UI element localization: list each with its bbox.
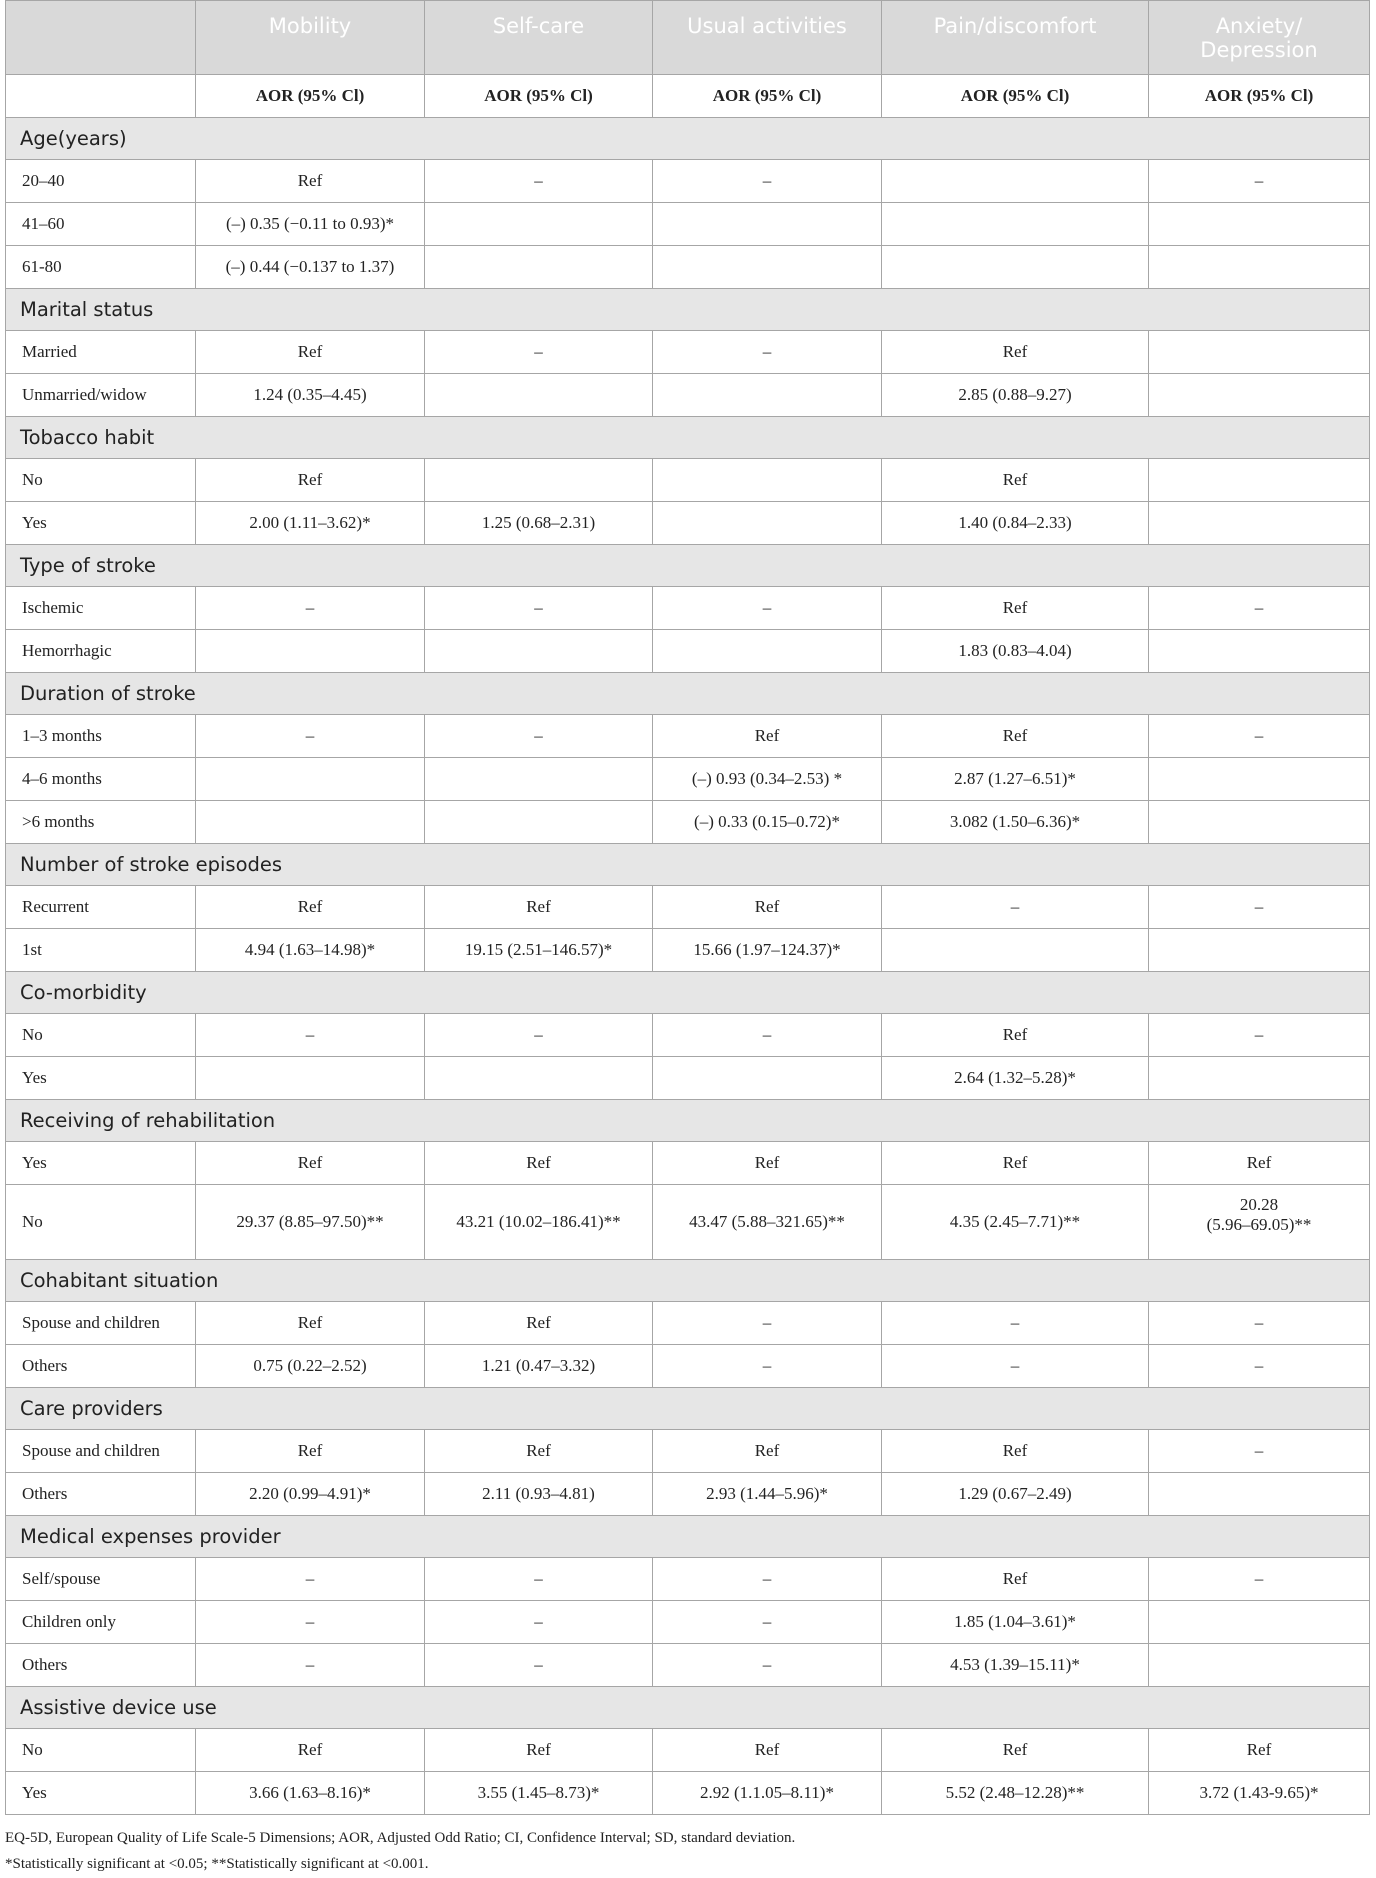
table-cell: 2.92 (1.1.05–8.11)* [653, 1772, 882, 1815]
table-cell [425, 801, 653, 844]
subheader-aor: AOR (95% Cl) [196, 75, 425, 118]
table-cell: Ref [653, 1430, 882, 1473]
footnotes [5, 1825, 1369, 1877]
table-cell: Ref [882, 587, 1149, 630]
table-cell: – [1149, 1558, 1370, 1601]
table-cell: Ref [425, 886, 653, 929]
table-row [6, 1558, 1370, 1601]
group-title: Type of stroke [6, 545, 1370, 587]
table-cell [653, 246, 882, 289]
table-row [6, 374, 1370, 417]
table-cell: Ref [196, 160, 425, 203]
header-cell-blank [6, 1, 196, 75]
table-cell: 0.75 (0.22–2.52) [196, 1345, 425, 1388]
table-cell [196, 758, 425, 801]
group-title: Care providers [6, 1388, 1370, 1430]
row-label: Others [6, 1644, 196, 1687]
table-cell: Ref [882, 1142, 1149, 1185]
table-cell: – [882, 1345, 1149, 1388]
table-cell: 1.40 (0.84–2.33) [882, 502, 1149, 545]
table-cell: Ref [196, 459, 425, 502]
table-cell: 2.64 (1.32–5.28)* [882, 1057, 1149, 1100]
table-row [6, 1142, 1370, 1185]
table-row [6, 246, 1370, 289]
group-title: Cohabitant situation [6, 1260, 1370, 1302]
row-label: Yes [6, 502, 196, 545]
table-cell [1149, 1601, 1370, 1644]
table-cell [425, 758, 653, 801]
table-cell: 1.85 (1.04–3.61)* [882, 1601, 1149, 1644]
table-cell: – [196, 1601, 425, 1644]
table-cell: Ref [882, 1014, 1149, 1057]
table-cell: 1.24 (0.35–4.45) [196, 374, 425, 417]
row-label: Self/spouse [6, 1558, 196, 1601]
group-title: Co-morbidity [6, 972, 1370, 1014]
row-label: Children only [6, 1601, 196, 1644]
table-cell: – [882, 1302, 1149, 1345]
table-row [6, 587, 1370, 630]
table-row [6, 1772, 1370, 1815]
table-cell: 19.15 (2.51–146.57)* [425, 929, 653, 972]
table-cell: Ref [882, 1729, 1149, 1772]
table-cell [653, 203, 882, 246]
table-cell: – [425, 331, 653, 374]
table-cell: Ref [196, 1302, 425, 1345]
subheader-aor: AOR (95% Cl) [882, 75, 1149, 118]
table-cell: Ref [196, 1142, 425, 1185]
table-row [6, 1644, 1370, 1687]
table-cell: – [196, 1558, 425, 1601]
table-cell: – [425, 1558, 653, 1601]
table-row [6, 1430, 1370, 1473]
table-cell [425, 246, 653, 289]
table-cell [1149, 246, 1370, 289]
table-cell: – [196, 1014, 425, 1057]
row-label: 1st [6, 929, 196, 972]
table-cell: – [196, 715, 425, 758]
table-cell: – [653, 1014, 882, 1057]
table-row [6, 1185, 1370, 1260]
group-header-row [6, 289, 1370, 331]
row-label: Yes [6, 1772, 196, 1815]
table-cell: Ref [196, 331, 425, 374]
table-cell [196, 630, 425, 673]
header-usual-activities: Usual activities [653, 1, 882, 75]
table-cell: 4.94 (1.63–14.98)* [196, 929, 425, 972]
table-cell [1149, 1644, 1370, 1687]
table-cell: 2.20 (0.99–4.91)* [196, 1473, 425, 1516]
table-cell: Ref [196, 886, 425, 929]
group-header-row [6, 1687, 1370, 1729]
group-header-row [6, 972, 1370, 1014]
table-cell: 1.25 (0.68–2.31) [425, 502, 653, 545]
group-header-row [6, 1260, 1370, 1302]
table-row [6, 1302, 1370, 1345]
table-cell [1149, 502, 1370, 545]
table-cell [1149, 374, 1370, 417]
table-cell [1149, 630, 1370, 673]
table-cell [882, 203, 1149, 246]
table-cell: – [653, 331, 882, 374]
group-header-row [6, 1516, 1370, 1558]
table-row [6, 715, 1370, 758]
table-row [6, 1729, 1370, 1772]
table-cell: – [1149, 715, 1370, 758]
table-cell [653, 374, 882, 417]
table-cell: 3.66 (1.63–8.16)* [196, 1772, 425, 1815]
row-label: Others [6, 1473, 196, 1516]
table-cell [882, 246, 1149, 289]
results-table-container [5, 0, 1369, 1815]
table-row [6, 630, 1370, 673]
row-label: No [6, 1185, 196, 1260]
table-cell: 4.35 (2.45–7.71)** [882, 1185, 1149, 1260]
table-cell [1149, 929, 1370, 972]
row-label: >6 months [6, 801, 196, 844]
group-title: Age(years) [6, 118, 1370, 160]
group-header-row [6, 673, 1370, 715]
table-cell: 5.52 (2.48–12.28)** [882, 1772, 1149, 1815]
table-cell [425, 374, 653, 417]
table-cell [1149, 1473, 1370, 1516]
table-cell: 4.53 (1.39–15.11)* [882, 1644, 1149, 1687]
table-cell [425, 203, 653, 246]
table-cell: – [653, 587, 882, 630]
row-label: No [6, 1729, 196, 1772]
footnote-abbreviations: EQ-5D, European Quality of Life Scale-5 Dimensions; AOR, Adjusted Odd Ratio; CI, Confidence Interval; SD, standard deviation. [5, 1830, 796, 1846]
header-pain-discomfort: Pain/discomfort [882, 1, 1149, 75]
subheader-aor: AOR (95% Cl) [1149, 75, 1370, 118]
row-label: Yes [6, 1142, 196, 1185]
table-cell: – [1149, 1345, 1370, 1388]
table-cell [1149, 1057, 1370, 1100]
table-cell [425, 459, 653, 502]
table-cell: – [882, 886, 1149, 929]
table-row [6, 886, 1370, 929]
table-cell: 3.72 (1.43-9.65)* [1149, 1772, 1370, 1815]
table-body [6, 118, 1370, 1815]
table-cell: Ref [196, 1729, 425, 1772]
table-cell [653, 1057, 882, 1100]
table-cell [653, 502, 882, 545]
row-label: 1–3 months [6, 715, 196, 758]
row-label: Unmarried/widow [6, 374, 196, 417]
row-label: 61-80 [6, 246, 196, 289]
row-label: Hemorrhagic [6, 630, 196, 673]
table-cell: Ref [653, 715, 882, 758]
table-cell [1149, 331, 1370, 374]
table-cell [196, 801, 425, 844]
table-cell: Ref [653, 1142, 882, 1185]
table-cell: 15.66 (1.97–124.37)* [653, 929, 882, 972]
table-row [6, 459, 1370, 502]
table-cell: 1.83 (0.83–4.04) [882, 630, 1149, 673]
table-cell [425, 1057, 653, 1100]
table-cell [653, 630, 882, 673]
table-cell: 1.29 (0.67–2.49) [882, 1473, 1149, 1516]
table-row [6, 758, 1370, 801]
subheader-row [6, 75, 1370, 118]
subheader-aor: AOR (95% Cl) [425, 75, 653, 118]
table-cell: – [1149, 1014, 1370, 1057]
table-cell: – [1149, 886, 1370, 929]
footnote-significance: *Statistically significant at <0.05; **Statistically significant at <0.001. [5, 1856, 429, 1872]
table-cell: – [425, 715, 653, 758]
table-cell: – [425, 160, 653, 203]
header-anxiety-depression: Anxiety/ Depression [1149, 1, 1370, 75]
row-label: 4–6 months [6, 758, 196, 801]
table-row [6, 929, 1370, 972]
table-cell: – [425, 1644, 653, 1687]
table-cell: – [425, 1014, 653, 1057]
table-cell: Ref [1149, 1142, 1370, 1185]
subheader-blank [6, 75, 196, 118]
subheader-aor: AOR (95% Cl) [653, 75, 882, 118]
table-cell [882, 929, 1149, 972]
group-title: Duration of stroke [6, 673, 1370, 715]
table-cell [1149, 758, 1370, 801]
table-cell: – [653, 1558, 882, 1601]
table-cell: (–) 0.35 (−0.11 to 0.93)* [196, 203, 425, 246]
group-header-row [6, 1388, 1370, 1430]
table-cell: 2.93 (1.44–5.96)* [653, 1473, 882, 1516]
table-cell: Ref [882, 331, 1149, 374]
table-cell: – [196, 1644, 425, 1687]
table-cell: Ref [882, 1558, 1149, 1601]
table-cell: – [1149, 160, 1370, 203]
table-cell [1149, 801, 1370, 844]
row-label: No [6, 1014, 196, 1057]
group-header-row [6, 1100, 1370, 1142]
header-row [6, 1, 1370, 75]
table-cell: (–) 0.93 (0.34–2.53) * [653, 758, 882, 801]
table-row [6, 203, 1370, 246]
table-cell: (–) 0.44 (−0.137 to 1.37) [196, 246, 425, 289]
table-row [6, 1057, 1370, 1100]
table-cell: – [1149, 587, 1370, 630]
row-label: 41–60 [6, 203, 196, 246]
aor-table [5, 0, 1370, 1815]
group-title: Tobacco habit [6, 417, 1370, 459]
table-cell: Ref [882, 715, 1149, 758]
row-label: Married [6, 331, 196, 374]
table-cell: – [653, 1644, 882, 1687]
table-cell: – [653, 1345, 882, 1388]
table-cell: Ref [882, 459, 1149, 502]
table-cell: 2.85 (0.88–9.27) [882, 374, 1149, 417]
row-label: 20–40 [6, 160, 196, 203]
table-cell: 2.00 (1.11–3.62)* [196, 502, 425, 545]
table-cell: Ref [425, 1729, 653, 1772]
group-title: Assistive device use [6, 1687, 1370, 1729]
group-header-row [6, 545, 1370, 587]
table-cell: 3.55 (1.45–8.73)* [425, 1772, 653, 1815]
table-cell: 43.21 (10.02–186.41)** [425, 1185, 653, 1260]
table-cell: 3.082 (1.50–6.36)* [882, 801, 1149, 844]
header-self-care: Self-care [425, 1, 653, 75]
row-label: Others [6, 1345, 196, 1388]
table-cell: (–) 0.33 (0.15–0.72)* [653, 801, 882, 844]
table-cell [196, 1057, 425, 1100]
table-cell: 1.21 (0.47–3.32) [425, 1345, 653, 1388]
table-cell: 2.87 (1.27–6.51)* [882, 758, 1149, 801]
table-row [6, 1473, 1370, 1516]
table-cell: 29.37 (8.85–97.50)** [196, 1185, 425, 1260]
table-cell: Ref [196, 1430, 425, 1473]
table-cell: Ref [425, 1430, 653, 1473]
table-cell: – [425, 587, 653, 630]
table-cell: – [1149, 1302, 1370, 1345]
table-cell: Ref [1149, 1729, 1370, 1772]
table-row [6, 1345, 1370, 1388]
group-header-row [6, 118, 1370, 160]
table-row [6, 1014, 1370, 1057]
table-row [6, 801, 1370, 844]
group-title: Medical expenses provider [6, 1516, 1370, 1558]
table-cell: Ref [653, 886, 882, 929]
table-cell: – [653, 1302, 882, 1345]
group-title: Marital status [6, 289, 1370, 331]
table-row [6, 502, 1370, 545]
table-row [6, 160, 1370, 203]
table-cell: – [653, 1601, 882, 1644]
group-title: Number of stroke episodes [6, 844, 1370, 886]
table-cell: – [653, 160, 882, 203]
table-cell: Ref [425, 1142, 653, 1185]
table-cell: 43.47 (5.88–321.65)** [653, 1185, 882, 1260]
header-mobility: Mobility [196, 1, 425, 75]
table-cell [653, 459, 882, 502]
row-label: No [6, 459, 196, 502]
table-cell: Ref [882, 1430, 1149, 1473]
table-cell [882, 160, 1149, 203]
row-label: Spouse and children [6, 1430, 196, 1473]
table-row [6, 1601, 1370, 1644]
table-cell: – [1149, 1430, 1370, 1473]
table-cell: – [425, 1601, 653, 1644]
row-label: Yes [6, 1057, 196, 1100]
table-cell [1149, 459, 1370, 502]
table-cell [1149, 203, 1370, 246]
table-cell: – [196, 587, 425, 630]
table-cell: Ref [653, 1729, 882, 1772]
group-header-row [6, 844, 1370, 886]
table-cell: 2.11 (0.93–4.81) [425, 1473, 653, 1516]
row-label: Ischemic [6, 587, 196, 630]
group-title: Receiving of rehabilitation [6, 1100, 1370, 1142]
group-header-row [6, 417, 1370, 459]
table-cell: Ref [425, 1302, 653, 1345]
row-label: Recurrent [6, 886, 196, 929]
table-row [6, 331, 1370, 374]
table-cell [425, 630, 653, 673]
table-cell: 20.28 (5.96–69.05)** [1149, 1185, 1370, 1260]
row-label: Spouse and children [6, 1302, 196, 1345]
